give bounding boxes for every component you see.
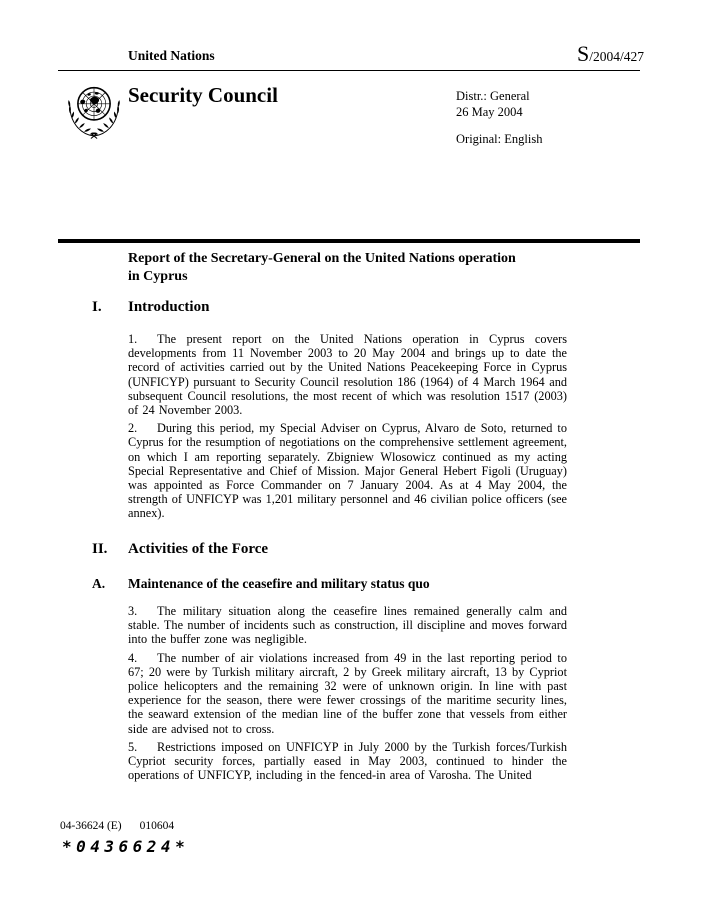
paragraph-number: 1. <box>128 332 138 346</box>
paragraph-3 <box>128 604 567 647</box>
organ-title: Security Council <box>128 83 278 107</box>
title-divider-rule <box>58 239 640 243</box>
paragraph-number: 2. <box>128 421 138 436</box>
paragraph-number: 5. <box>128 739 138 754</box>
section-heading-text: Introduction <box>128 299 210 315</box>
header-org-name: United Nations <box>128 48 215 63</box>
section-numeral: II. <box>92 540 108 557</box>
footer-print-code: 010604 <box>139 820 175 832</box>
paragraph-2 <box>128 421 567 520</box>
section-heading-text: Activities of the Force <box>128 540 269 557</box>
paragraph-text: During this period, my Special Adviser on Cyprus, Alvaro de Soto, returned to Cyprus for the resumption of negotiations on the comprehensive settlement agreement, on which I am reporting separately. Zbigniew Wlosowicz continued as my acting Special Representative and Chief of Mission. Major General Hebert Figoli (Uruguay) was appointed as Force Commander on 7 January 2004. As at 4 May 2004, the strength of UNFICYP was 1,201 military personnel and 46 civilian police officers (see annex). <box>128 421 567 521</box>
footer-barcode: *0436624* <box>62 837 190 856</box>
paragraph-text: The number of air violations increased from 49 in the last reporting period to 67; 20 were by Turkish military aircraft, 2 by Greek military aircraft, 13 by Cypriot police helicopters and the remaining 32 were of unknown origin. In line with past experience for the season, there were fewer crossings of the maritime security lines, the seaward extension of the median line of the buffer zone that vessels from either side are advised not to cross. <box>128 650 567 736</box>
document-symbol <box>577 41 644 67</box>
paragraph-1 <box>128 332 567 417</box>
distribution-line: Distr.: General <box>456 89 530 103</box>
section-heading-activities <box>92 540 567 558</box>
paragraph-5 <box>128 740 567 783</box>
document-symbol-rest: /2004/427 <box>589 49 645 64</box>
paragraph-text: The present report on the United Nations operation in Cyprus covers developments from 11 November 2003 to 20 May 2004 and brings up to date the record of activities carried out by the United Nations Peacekeeping Force in Cyprus (UNFICYP) pursuant to Security Council resolution 186 (1964) of 4 March 1964 and subsequent Council resolutions, the most recent of which was resolution 1517 (2003) of 24 November 2003. <box>128 332 567 418</box>
subsection-letter: A. <box>92 575 106 591</box>
section-numeral: I. <box>92 299 102 315</box>
un-emblem-icon <box>63 77 125 143</box>
header-divider-rule <box>58 70 640 71</box>
paragraph-text: The military situation along the ceasefire lines remained generally calm and stable. The number of incidents such as construction, ill discipline and moves forward into the buffer zone was negligible. <box>128 603 567 647</box>
subsection-heading-maintenance <box>92 575 567 592</box>
paragraph-text: Restrictions imposed on UNFICYP in July 2000 by the Turkish forces/Turkish Cypriot security forces, partially eased in May 2003, continued to hinder the operations of UNFICYP, including in the fenced-in area of Varosha. The United <box>128 739 567 783</box>
distribution-block <box>456 88 542 147</box>
document-date: 26 May 2004 <box>456 105 523 119</box>
footer-document-id <box>60 820 174 832</box>
paragraph-number: 3. <box>128 603 138 618</box>
section-heading-introduction <box>92 298 567 316</box>
document-body <box>92 250 567 783</box>
paragraph-4 <box>128 651 567 736</box>
footer-job-number: 04-36624 (E) <box>60 820 122 832</box>
document-symbol-prefix: S <box>577 41 590 66</box>
original-language-line: Original: English <box>456 132 543 146</box>
paragraph-number: 4. <box>128 650 138 665</box>
subsection-heading-text: Maintenance of the ceasefire and military status quo <box>128 575 430 591</box>
report-title: Report of the Secretary-General on the United Nations operation in Cyprus <box>128 251 516 284</box>
